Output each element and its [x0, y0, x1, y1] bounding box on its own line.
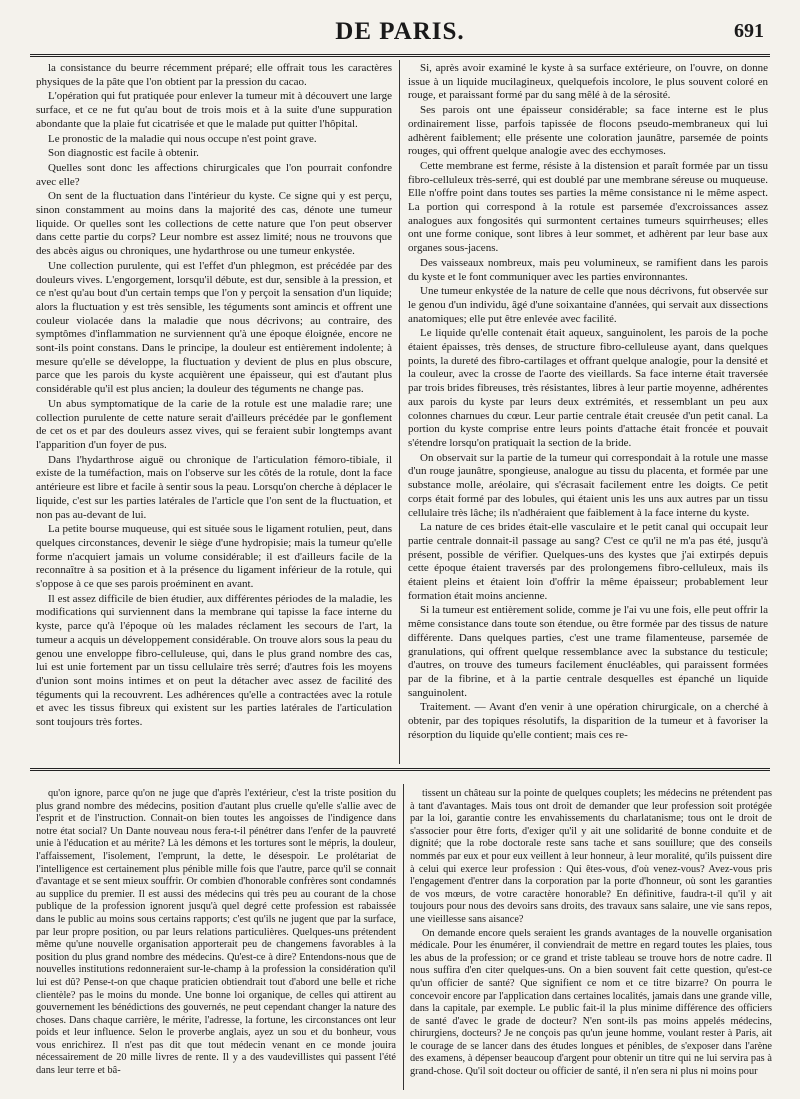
paragraph: Le pronostic de la maladie qui nous occupe n'est point grave.	[48, 132, 317, 145]
paragraph: Une tumeur enkystée de la nature de celle que nous décrivons, fut observée sur le genou d'un individu, âgé d'une soixantaine d'années, qui servait aux dissections anatomiques; elle put être enlevée avec facilité.	[408, 285, 768, 325]
column-divider	[399, 60, 400, 764]
page-number: 691	[734, 20, 764, 42]
upper-right-column	[408, 62, 768, 762]
upper-left-column	[36, 62, 392, 762]
paragraph: On sent de la fluctuation dans l'intérieur du kyste. Ce signe qui y est perçu, sinon constamment au moins dans la majorité des cas, dénote une tumeur liquide. Or quelles sont les collections de cette nature que l'on peut observer dans cette partie du corps? Leur nombre est assez limité; nous ne trouvons que des abcès aigus ou chroniques, une hydarthrose ou une tumeur enkystée.	[36, 190, 392, 258]
section-rule	[30, 768, 770, 771]
paragraph: Un abus symptomatique de la carie de la rotule est une maladie rare; une collection purulente de cette nature serait d'ailleurs précédée par le gonflement de cet os et par des douleurs assez vives, qui se feraient subir longtemps avant l'apparition d'un foyer de pus.	[36, 397, 392, 451]
paragraph: tissent un château sur la pointe de quelques couplets; les médecins ne prétendent pas à tant d'avantages. Mais tous ont droit de demander que leur profession soit protégée par la loi, garantie contre les envahissements du charlatanisme; tous ont le droit de s'associer pour être forts, d'exiger qu'il y ait une solidarité de bonne conduite et de dignité; que la robe doctorale reste sans tache et sans souillure; que des conseils nommés par eux et pour eux veillent à leur honneur, à leur moralité, qu'ils puissent dire à celui qui exerce leur profession : Qui êtes-vous, d'où venez-vous? Avez-vous pris l'engagement d'entrer dans la corporation par la porte d'honneur, où sont les garanties de vos mœurs, de votre caractère honorable? En définitive, faudra-t-il qu'il y ait toujours pour nous des devoirs sans droits, des travaux sans salaire, une vie sans repos, une vieillesse sans aisance?	[410, 788, 772, 925]
paragraph: Une collection purulente, qui est l'effet d'un phlegmon, est précédée par des douleurs vives. L'engorgement, lorsqu'il débute, est dur, sensible à la pression, et ce n'est qu'au bout d'un certain temps que l'on y perçoit la sensation d'un liquide; alors la fluctuation y est très sensible, les téguments sont amincis et offrent une couleur violacée dans la maladie que nous décrivons; au contraire, des symptômes d'inflammation ne surviennent qu'à une époque éloignée, encore ne sont-ils point constans. Dans le principe, la douleur est entièrement indolente; à mesure qu'elle se développe, la fluctuation y devient de plus en plus obscure, parce que les parois du kyste acquièrent une épaisseur, qui est d'autant plus considérable qu'il est plus ancien; la douleur des téguments ne change pas.	[36, 259, 392, 396]
paragraph: Ses parois ont une épaisseur considérable; sa face interne est le plus ordinairement lisse, parfois tapissée de flocons pseudo-membraneux qui lui adhèrent faiblement; elle présente une coloration jaunâtre, parsemée de points rouges, qui offrent quelque analogie avec des ecchymoses.	[408, 104, 768, 158]
paragraph: Des vaisseaux nombreux, mais peu volumineux, se ramifient dans les parois du kyste et le font communiquer avec les parties environnantes.	[408, 256, 768, 283]
paragraph: On observait sur la partie de la tumeur qui correspondait à la rotule une masse d'un rouge jaunâtre, spongieuse, analogue au tissu du placenta, et formée par une substance molle, aréolaire, qui s'écrasait facilement entre les doigts. Ce petit corps était formé par des lobules, qui étaient unis les uns aux autres par un tissu cellulaire très lâche; ils n'adhéraient que faiblement à la face interne du kyste.	[408, 451, 768, 519]
lower-right-column	[410, 788, 772, 1088]
paragraph: Si, après avoir examiné le kyste à sa surface extérieure, on l'ouvre, on donne issue à un liquide mucilagineux, quelquefois incolore, le plus souvent coloré en rouge, et paraissant formé par du sang mêlé à de la sérosité.	[408, 62, 768, 102]
running-title: DE PARIS.	[335, 18, 465, 45]
paragraph: la consistance du beurre récemment préparé; elle offrait tous les caractères physiques de la pâte que l'on obtient par la pression du cacao.	[36, 62, 392, 88]
lower-left-column	[36, 788, 396, 1088]
paragraph: La petite bourse muqueuse, qui est située sous le ligament rotulien, peut, dans quelques circonstances, devenir le siège d'une hydropisie; mais la tumeur qu'elle forme n'acquiert jamais un volume considérable; il est d'ailleurs facile de la reconnaître à sa position et à la présence du ligament inférieur de la rotule, qui s'oppose à ce que ses parois proéminent en avant.	[36, 523, 392, 591]
paragraph: Dans l'hydarthrose aiguë ou chronique de l'articulation fémoro-tibiale, il existe de la tuméfaction, mais on l'observe sur les côtés de la rotule, dont la face antérieure est libre et facile à sentir sous la peau. Lorsqu'on cherche à déplacer le liquide, c'est sur les parties latérales de l'article que l'on sent de la fluctuation, et non pas au-devant de lui.	[36, 453, 392, 521]
header-rule	[30, 54, 770, 57]
page-header	[30, 14, 770, 54]
paragraph: Cette membrane est ferme, résiste à la distension et paraît formée par un tissu fibro-celluleux très-serré, qui est doublé par une membrane séreuse ou muqueuse. Elle n'offre point dans toutes ses parties la même consistance ni le même aspect. La portion qui correspond à la rotule est parsemée d'excroissances assez analogues aux fongosités qui surmontent certaines tumeurs squirrheuses; elles ont une forme conique, sont libres à leur sommet, et adhèrent par leur base aux organes sous-jacens.	[408, 159, 768, 255]
paragraph: Quelles sont donc les affections chirurgicales que l'on pourrait confondre avec elle?	[36, 161, 392, 188]
paragraph: On demande encore quels seraient les grands avantages de la nouvelle organisation médicale. Pour les énumérer, il conviendrait de mettre en regard toutes les plaies, tous les abus de la profession; or ce grand et triste tableau se trouve hors de notre cadre. Il nous suffira d'en citer quelques-uns. On a bien souvent fait cette question, qu'est-ce qu'un officier de santé? Que signifient ce nom et ce titre bizarre? On pourra le concevoir encore par l'application dans certaines localités, jamais dans une grande ville, dans la capitale, par exemple. Le public fait-il la plus minime différence des officiers de santé d'avec le grade de docteur? N'en sont-ils pas moins appelés médecins, chirurgiens, docteurs? Je ne conçois pas qu'un jeune homme, voulant rester à Paris, ait le courage de se lancer dans des études longues et pénibles, de s'exposer dans l'arène des examens, à dépenser beaucoup d'argent pour obtenir un titre qui ne lui servira pas à grand-chose. Qu'il soit docteur ou officier de santé, il n'en sera ni plus ni moins pour	[410, 927, 772, 1078]
column-divider	[403, 784, 404, 1090]
paragraph: Si la tumeur est entièrement solide, comme je l'ai vu une fois, elle peut offrir la même consistance dans toute son étendue, ou être formée par des tissus de nature différente. Dans quelques parties, c'est une trame filamenteuse, parsemée de granulations, qui offrent quelque ressemblance avec la substance du testicule; d'autres, on trouve des tumeurs facilement énucléables, qui paraissent formées par de la fibrine, et à la partie centrale desquelles est épanché un liquide sanguinolent.	[408, 604, 768, 699]
paragraph: Son diagnostic est facile à obtenir.	[48, 147, 199, 160]
paragraph: qu'on ignore, parce qu'on ne juge que d'après l'extérieur, c'est la triste position du plus grand nombre des médecins, position d'autant plus cruelle qu'elle s'allie avec de l'esprit et de l'instruction. Connait-on bien toutes les angoisses de l'indigence dans notre état social? Un Dante nouveau nous fera-t-il pénétrer dans l'enfer de la pauvreté unie à l'éducation et au mérite? Là les démons et les tortures sont le mépris, la douleur, l'affaissement, l'isolement, l'emprunt, la dette, le désespoir. Le prolétariat de l'intelligence est certainement plus pénible mille fois que l'autre, parce qu'il se connait d'avantage et se sent mieux souffrir. Or combien d'honorable confrères sont condamnés au supplice du premier. Il est aussi des médecins qui très peu au courant de la chose publique de la profession ignorent jusqu'à quel degré cette profession est rabaissée dans le public au moins sous certains rapports; c'est qu'ils ne jugent que par la surface, par leur propre position, ou par leurs relations particulières. Quelques-uns prétendent même qu'une nouvelle organisation apporterait peu de changemens favorables à la position du plus grand nombre des médecins. Qu'est-ce à dire? Entendons-nous que de nouvelles institutions redonneraient sur-le-champ à la profession la considération qu'il lui est dû? Pense-t-on que chaque praticien obtiendrait tout d'abord une belle et riche clientèle? pas le moins du monde. Une bonne loi organique, de celles qui attirent au gouvernement les bénédictions des gouvernés, ne peut cependant changer la nature des choses. Dans chaque carrière, le mérite, l'adresse, la fortune, les circonstances ont leur poids et leur influence. Selon le proverbe anglais, ayez un sou et du bonheur, vous vous enrichirez. Il n'est pas dit que tout médecin venant en ce monde jouira nécessairement de 20 mille livres de rente. Il y a des vaudevillistes qui passent l'été dans leur terre et bâ-	[36, 788, 396, 1077]
paragraph: Il est assez difficile de bien étudier, aux différentes périodes de la maladie, les modifications qui surviennent dans la membrane qui tapisse la face interne du kyste, parce qu'à l'époque où les malades réclament les secours de l'art, la tumeur a acquis un développement considérable. On trouve alors sous la peau du genou une enveloppe fibro-celluleuse, qui, dans le plus grand nombre des cas, lui est unie fortement par un tissu cellulaire très serré; d'autres fois les moyens d'union sont moins intimes et on peut la détacher avec assez de facilité des téguments qui la recouvrent. Les adhérences qu'elle a contractées avec la rotule et avec les tissus fibreux qui existent sur les parties latérales de l'articulation sont toujours très fortes.	[36, 592, 392, 729]
paragraph: L'opération qui fut pratiquée pour enlever la tumeur mit à découvert une large surface, et ce ne fut qu'au bout de trois mois et à la suite d'une suppuration abondante que la plaie fut cicatrisée et que le malade put quitter l'hôpital.	[36, 90, 392, 130]
paragraph: Le liquide qu'elle contenait était aqueux, sanguinolent, les parois de la poche étaient épaisses, très denses, de structure fibro-celluleuse ayant, dans quelques points, la dureté des fibro-cartilages et offrant quelque analogie, pour la densité et la couleur, avec la crosse de l'aorte des vieillards. Sa face interne était traversée par trois brides fibreuses, très résistantes, libres à leur partie moyenne, adhérentes aux parois du kyste par leurs deux extrémités, et ressemblant un peu aux colonnes charnues du cœur. Leur partie centrale était creusée d'un petit canal. La portion du kyste comprise entre leurs points d'attache était froncée et pouvait s'étendre lorsqu'on pratiquait la section de la bride.	[408, 327, 768, 449]
paragraph: Traitement. — Avant d'en venir à une opération chirurgicale, on a cherché à obtenir, par des topiques résolutifs, la disparition de la tumeur et à favoriser la résorption du liquide qu'elle contient; mais ces re-	[408, 701, 768, 741]
paragraph: La nature de ces brides était-elle vasculaire et le petit canal qui occupait leur partie centrale donnait-il passage au sang? C'est ce qu'il ne m'a pas été, jusqu'à présent, possible de vérifier. Quelques-uns des kystes que j'ai extirpés depuis cette époque étaient traversés par des prolongemens fibro-celluleux, mais ils étaient pleins et étaient loin d'offrir la même épaisseur; probablement leur formation était moins ancienne.	[408, 521, 768, 602]
